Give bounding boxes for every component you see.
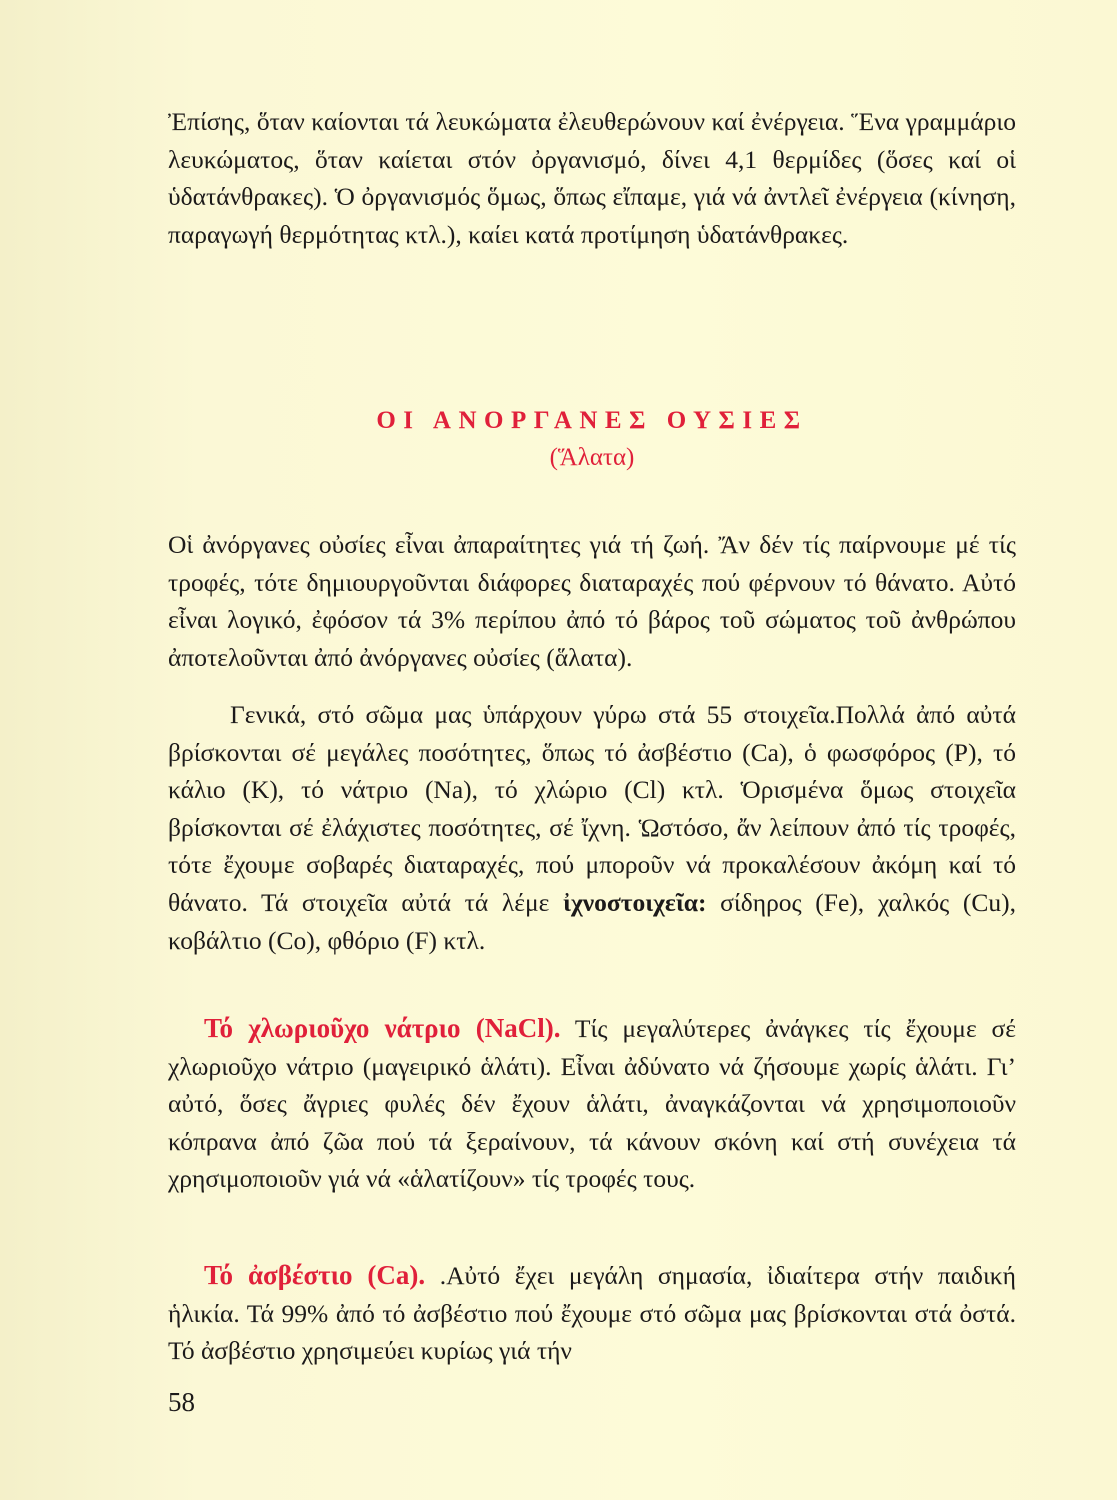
- calcium-body: .Αὐτό ἔχει μεγάλη σημασία, ἰδιαίτερα στήν παιδική ἡλικία. Τά 99% ἀπό τό ἀσβέστιο πού ἔχουμε στό σῶμα μας βρίσκονται στά ὀστά. Τό ἀσβέστιο χρησιμεύει κυρίως γιά τήν: [168, 1261, 1016, 1366]
- calcium-title: Τό ἀσβέστιο (Ca).: [204, 1260, 426, 1290]
- paragraph-intro: Ἐπίσης, ὅταν καίονται τά λευκώματα ἐλευθερώνουν καί ἐνέργεια. Ἕνα γραμμάριο λευκώματος, ὅταν καίεται στόν ὀργανισμό, δίνει 4,1 θερμίδες (ὅσες καί οἱ ὑδατάνθρακες). Ὁ ὀργανισμός ὅμως, ὅπως εἴπαμε, γιά νά ἀντλεῖ ἐνέργεια (κίνηση, παραγωγή θερμότητας κτλ.), καίει κατά προτίμηση ὑδατάνθρακες.: [168, 107, 1016, 249]
- sodium-chloride-body: Τίς μεγαλύτερες ἀνάγκες τίς ἔχουμε σέ χλωριοῦχο νάτριο (μαγειρικό ἁλάτι). Εἶναι ἀδύνατο νά ζήσουμε χωρίς ἁλάτι. Γι’ αὐτό, ὅσες ἄγριες φυλές δέν ἔχουν ἁλάτι, ἀναγκάζονται νά χρησιμοποιοῦν κόπρανα ἀπό ζῶα πού τά ξεραίνουν, τά κάνουν σκόνη καί στή συνέχεια τά χρησιμοποιοῦν γιά νά «ἁλατίζουν» τίς τροφές τους.: [168, 1014, 1017, 1194]
- paragraph-inorganic: Οἱ ἀνόργανες οὐσίες εἶναι ἀπαραίτητες γιά τή ζωή. Ἄν δέν τίς παίρνουμε μέ τίς τροφές, τότε δημιουργοῦνται διάφορες διαταραχές πού φέρνουν τό θάνατο. Αὐτό εἶναι λογικό, ἐφόσον τά 3% περίπου ἀπό τό βάρος τοῦ σώματος τοῦ ἀνθρώπου ἀποτελοῦνται ἀπό ἀνόργανες οὐσίες (ἅλατα).: [168, 530, 1016, 672]
- paragraph-sodium-chloride: [168, 1010, 1016, 1198]
- trace-elements-term: ἰχνοστοιχεῖα:: [563, 887, 707, 917]
- section-heading: ΟΙ ΑΝΟΡΓΑΝΕΣ ΟΥΣΙΕΣ: [376, 407, 808, 434]
- paragraph-calcium: [168, 1257, 1016, 1370]
- paragraph-elements: [168, 696, 1016, 959]
- elements-text-after: σίδηρος (Fe), χαλκός (Cu), κοβάλτιο (Co), φθόριο (F) κτλ.: [168, 887, 1016, 955]
- elements-text-before: Γενικά, στό σῶμα μας ὑπάρχουν γύρω στά 55 στοιχεῖα.Πολλά ἀπό αὐτά βρίσκονται σέ μεγάλες ποσότητες, ὅπως τό ἀσβέστιο (Ca), ὁ φωσφόρος (P), τό κάλιο (K), τό νάτριο (Na), τό χλώριο (Cl) κτλ. Ὁρισμένα ὅμως στοιχεῖα βρίσκονται σέ ἐλάχιστες ποσότητες, σέ ἴχνη. Ὡστόσο, ἄν λείπουν ἀπό τίς τροφές, τότε ἔχουμε σοβαρές διαταραχές, πού μποροῦν νά προκαλέσουν ἀκόμη καί τό θάνατο. Τά στοιχεῖα αὐτά τά λέμε: [168, 700, 1016, 917]
- section-subheading: (Ἅλατα): [549, 444, 635, 471]
- sodium-chloride-title: Τό χλωριοῦχο νάτριο (NaCl).: [204, 1013, 561, 1043]
- page-number: 58: [168, 1387, 195, 1417]
